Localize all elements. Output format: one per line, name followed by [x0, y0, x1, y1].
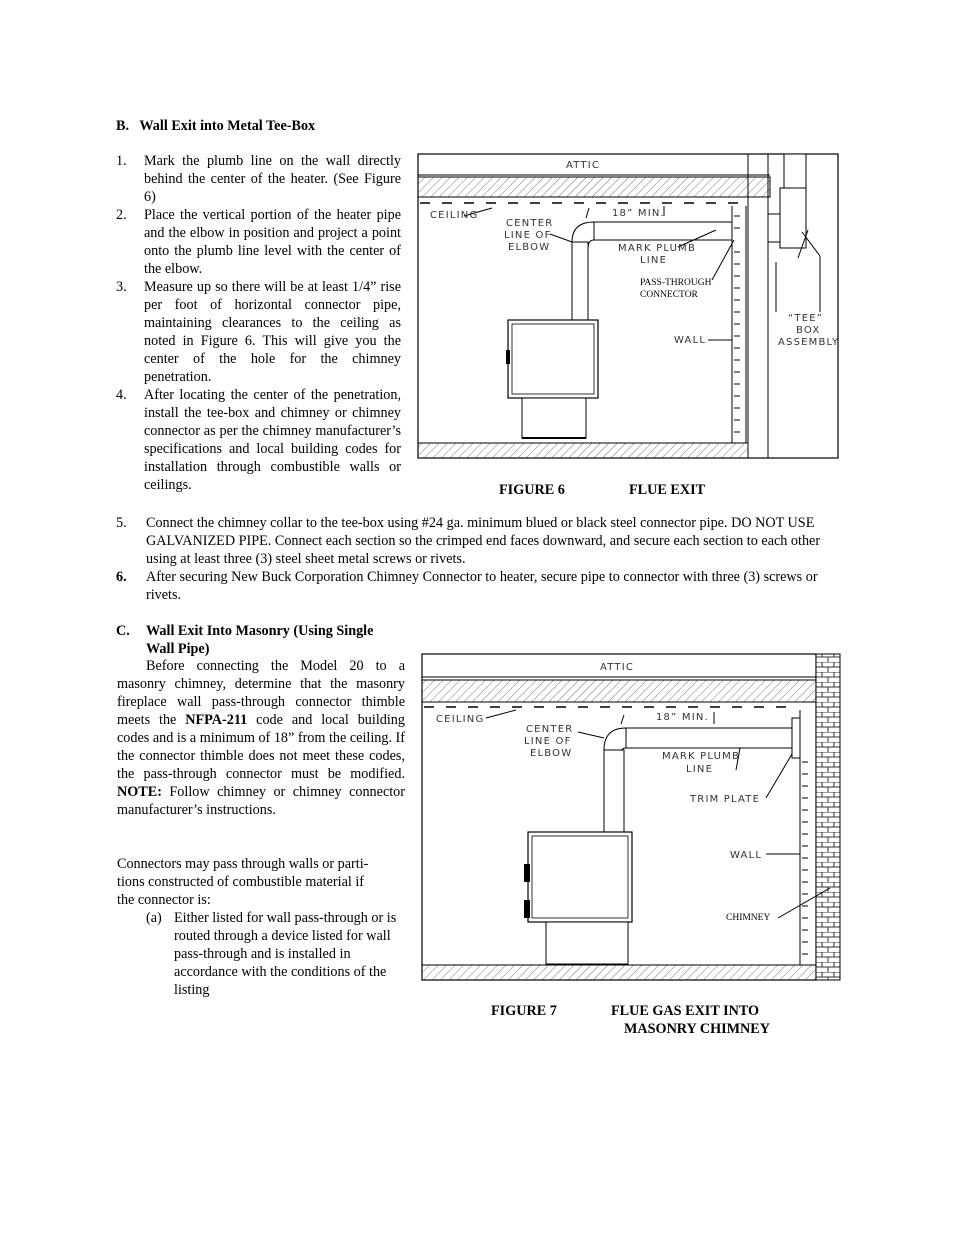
step-text: After locating the center of the penetration, install the tee-box and chimney or chimney connector as per the chimney manufacturer’s specifications and local building codes for installation through combustible walls or ceilings. [144, 387, 401, 493]
label-line: LINE [686, 764, 714, 775]
figure-frame [418, 154, 838, 458]
note-label: NOTE: [117, 784, 162, 800]
trim-plate [792, 718, 800, 758]
label-center: CENTER [526, 724, 574, 735]
tee-box-chimney [784, 154, 806, 188]
step-number: 4. [116, 387, 127, 403]
stove-pedestal [522, 398, 586, 438]
step-2 [116, 206, 401, 278]
label-18-min: 18” MIN. [612, 208, 665, 219]
section-c-paragraph-2 [117, 855, 417, 909]
step-text: Connect the chimney collar to the tee-box using #24 ga. minimum blued or black steel connector pipe. DO NOT USE GALVANIZED PIPE. Connect each section so the crimped end faces downward, and secure each section to each other using at least three (3) steel sheet metal screws or rivets. [146, 515, 821, 567]
stove-body [508, 320, 598, 398]
item-a [146, 909, 408, 999]
step-number: 6. [116, 569, 127, 585]
para-text: Before connecting the Model 20 to a masonry chimney, determine that the masonry fireplace wall pass-through connector thimble meets the [117, 658, 405, 728]
label-pass-through: PASS-THROUGH [640, 278, 712, 288]
stove-body [528, 832, 632, 922]
label-ceiling: CEILING [430, 210, 479, 221]
label-trim-plate: TRIM PLATE [690, 794, 761, 805]
ceiling-joist [418, 177, 770, 197]
item-a-text: Either listed for wall pass-through or is routed through a device listed for wall pass-through and is installed in accordance with the conditions of the listing [174, 910, 397, 998]
ceiling-joist [422, 680, 816, 702]
step-6 [116, 568, 832, 604]
step-4 [116, 386, 401, 494]
figure-7-caption-number: FIGURE 7 [491, 1003, 557, 1019]
section-b-steps [116, 152, 401, 494]
floor [422, 965, 816, 980]
label-center: CENTER [506, 218, 554, 229]
label-assembly: ASSEMBLY [778, 337, 840, 348]
label-elbow: ELBOW [508, 242, 551, 253]
label-ceiling: CEILING [436, 714, 485, 725]
item-a-number: (a) [146, 910, 162, 926]
step-1 [116, 152, 401, 206]
step-number: 2. [116, 207, 127, 223]
label-mark-plumb: MARK PLUMB [618, 243, 697, 254]
label-tee: “TEE” [788, 313, 824, 324]
heading-line-2: Wall Pipe) [146, 641, 210, 657]
label-wall: WALL [730, 850, 763, 861]
wall-ticks [802, 762, 808, 954]
wall-ticks [734, 216, 740, 432]
label-attic: ATTIC [566, 160, 601, 171]
connector-pipe [594, 222, 732, 240]
heading-letter: C. [116, 623, 130, 639]
connector-pipe [626, 728, 800, 748]
para-text: Follow chimney or chimney connector manufacturer’s instructions. [117, 784, 405, 818]
step-5 [116, 514, 832, 568]
step-number: 1. [116, 153, 127, 169]
nfpa-code: NFPA-211 [185, 712, 248, 728]
brick-chimney [816, 654, 840, 980]
label-box: BOX [796, 325, 821, 336]
para-line: Connectors may pass through walls or parti- [117, 856, 369, 872]
figure-6-caption-number: FIGURE 6 [499, 482, 565, 498]
label-elbow: ELBOW [530, 748, 573, 759]
label-line-of: LINE OF [524, 736, 572, 747]
figure-7-caption-title-2: MASONRY CHIMNEY [624, 1021, 770, 1037]
label-line-of: LINE OF [504, 230, 552, 241]
section-c-paragraph-1 [117, 657, 405, 819]
figure-6-caption-title: FLUE EXIT [629, 482, 706, 498]
step-number: 3. [116, 279, 127, 295]
figure-7-caption-title-1: FLUE GAS EXIT INTO [611, 1003, 760, 1019]
step-text: After securing New Buck Corporation Chimney Connector to heater, secure pipe to connector with three (3) screws or rivets. [146, 569, 818, 603]
step-3 [116, 278, 401, 386]
step-text: Measure up so there will be at least 1/4” rise per foot of horizontal connector pipe, maintaining clearances to the ceiling as noted in Figure 6. This will give you the center of the hole for the chimney penetration. [144, 279, 401, 385]
para-line: tions constructed of combustible material if [117, 874, 365, 890]
para-line: the connector is: [117, 892, 211, 908]
label-mark-plumb: MARK PLUMB [662, 751, 741, 762]
floor [418, 443, 748, 458]
label-attic: ATTIC [600, 662, 635, 673]
steps-5-6 [116, 514, 832, 604]
label-line: LINE [640, 255, 668, 266]
label-connector: CONNECTOR [640, 290, 698, 300]
step-text: Mark the plumb line on the wall directly behind the center of the heater. (See Figure 6) [144, 153, 401, 205]
stove-pedestal [546, 922, 628, 964]
section-b-heading: B. Wall Exit into Metal Tee-Box [116, 118, 316, 134]
figure-6-diagram [416, 152, 840, 460]
stove-pipe [572, 242, 588, 322]
section-c-heading [116, 622, 416, 658]
stove-pipe [604, 750, 624, 834]
step-text: Place the vertical portion of the heater pipe and the elbow in position and project a point onto the plumb line level with the center of the elbow. [144, 207, 401, 277]
heading-line-1: Wall Exit Into Masonry (Using Single [146, 623, 374, 639]
label-wall: WALL [674, 335, 707, 346]
para-text: code and local building codes and is a minimum of 18” from the ceiling. If the connector thimble does not meet these codes, the pass-through connector must be modified. [117, 712, 406, 782]
label-18-min: 18” MIN. [656, 712, 709, 723]
label-chimney: CHIMNEY [726, 913, 771, 923]
step-number: 5. [116, 515, 127, 531]
figure-7-diagram [420, 652, 844, 984]
